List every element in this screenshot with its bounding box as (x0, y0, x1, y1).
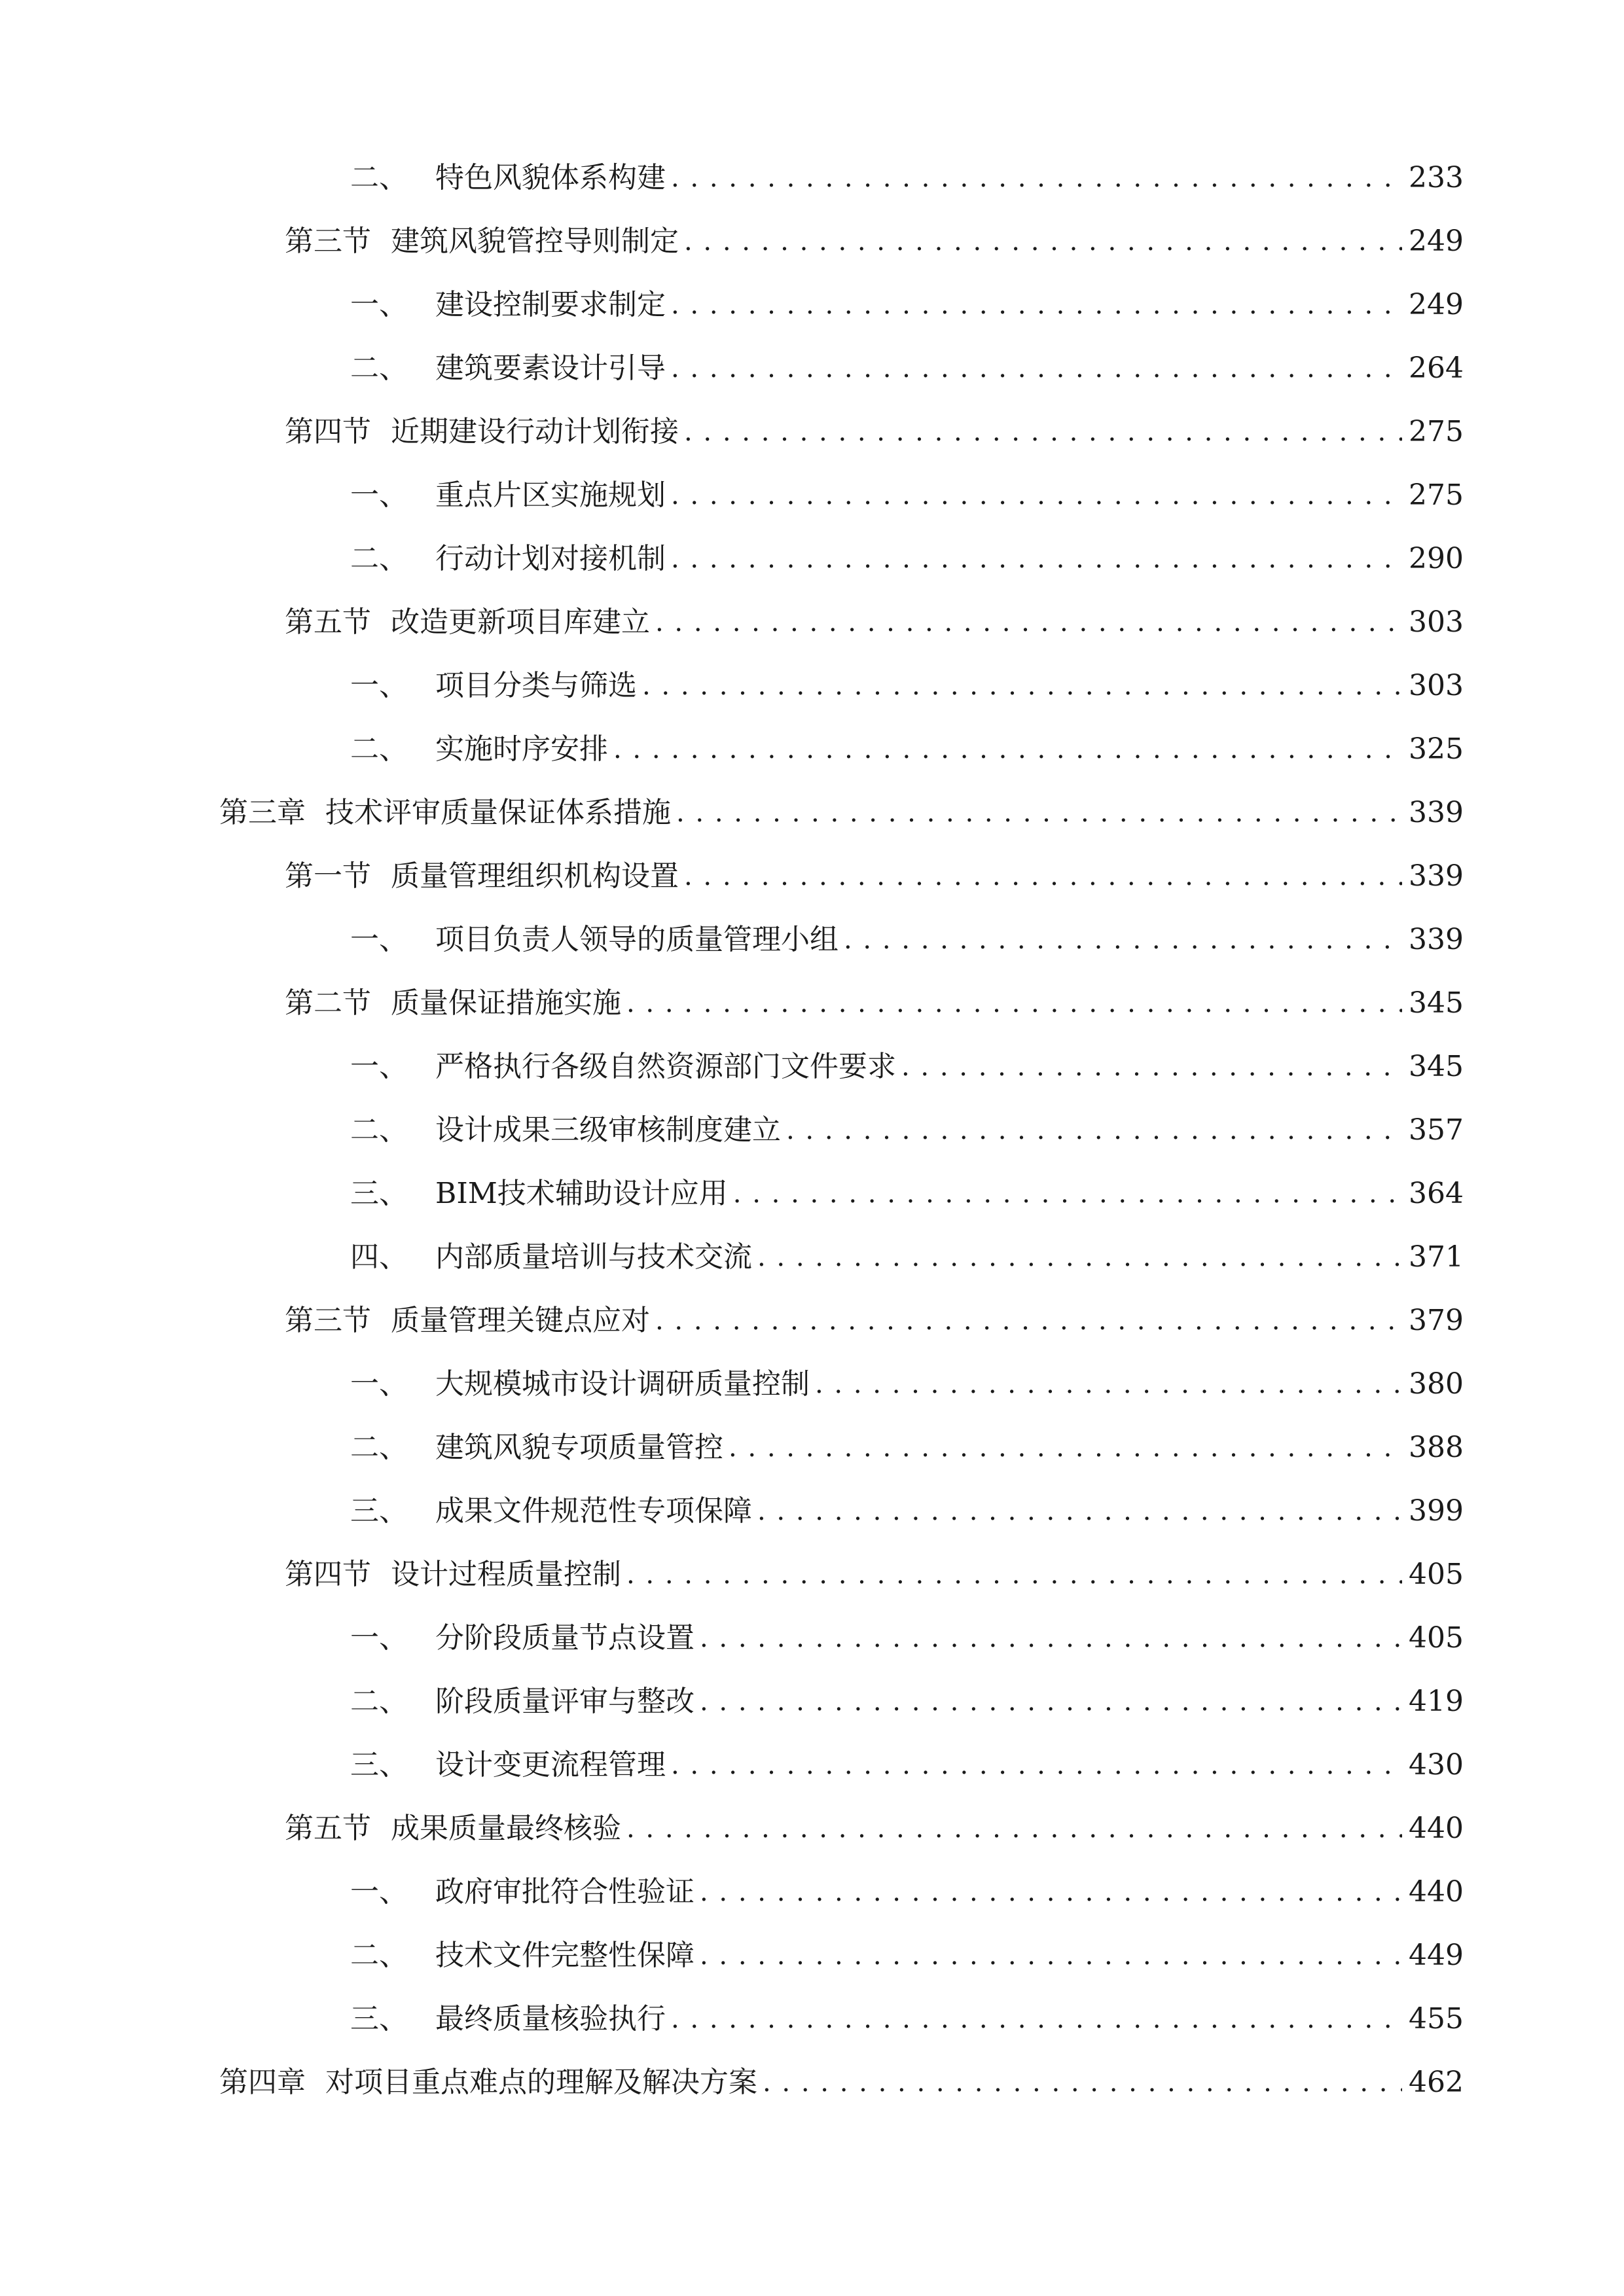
dot-leader (671, 2000, 1402, 2039)
toc-page-number: 405 (1409, 1558, 1464, 1591)
toc-title: 建筑风貌管控导则制定 (391, 224, 679, 258)
toc-page-number: 339 (1409, 796, 1464, 829)
toc-page-number: 325 (1409, 732, 1464, 766)
toc-page-number: 357 (1409, 1113, 1464, 1147)
toc-title: 建筑要素设计引导 (435, 351, 666, 385)
dot-leader (700, 1936, 1402, 1975)
toc-entry[interactable] (219, 785, 1464, 833)
toc-title: 建筑风貌专项质量管控 (435, 1431, 723, 1464)
toc-entry[interactable] (285, 404, 1464, 452)
dot-leader (700, 1682, 1402, 1721)
toc-page-number: 371 (1409, 1240, 1464, 1274)
dot-leader (844, 920, 1402, 960)
dot-leader (700, 1619, 1402, 1658)
toc-number: 一、 (350, 923, 408, 956)
toc-number: 四、 (350, 1240, 408, 1274)
toc-number: 二、 (350, 1431, 408, 1464)
toc-entry[interactable] (350, 278, 1464, 325)
toc-entry[interactable] (285, 1801, 1464, 1848)
dot-leader (815, 1365, 1402, 1404)
dot-leader (671, 349, 1402, 388)
dot-leader (671, 158, 1402, 198)
dot-leader (655, 603, 1402, 642)
dot-leader (757, 1238, 1402, 1277)
toc-entry[interactable] (350, 1674, 1464, 1721)
toc-number: 二、 (350, 542, 408, 575)
toc-title: 严格执行各级自然资源部门文件要求 (435, 1050, 896, 1083)
dot-leader (684, 222, 1402, 261)
toc-entry[interactable] (350, 722, 1464, 769)
toc-page-number: 388 (1409, 1431, 1464, 1464)
toc-entry[interactable] (350, 1230, 1464, 1277)
toc-title: 成果文件规范性专项保障 (435, 1494, 752, 1528)
toc-entry[interactable] (350, 1420, 1464, 1467)
toc-number: 一、 (350, 1367, 408, 1401)
toc-title: 质量保证措施实施 (391, 986, 621, 1020)
dot-leader (655, 1301, 1402, 1340)
toc-number: 第三节 (285, 224, 371, 258)
toc-entry[interactable] (350, 1992, 1464, 2039)
toc-title: 技术文件完整性保障 (435, 1939, 695, 1972)
toc-number: 一、 (350, 1875, 408, 1909)
toc-entry[interactable] (285, 214, 1464, 261)
toc-title: 阶段质量评审与整改 (435, 1685, 695, 1718)
toc-page-number: 440 (1409, 1812, 1464, 1845)
toc-page-number: 249 (1409, 288, 1464, 321)
toc-title: 设计成果三级审核制度建立 (435, 1113, 781, 1147)
toc-number: 第三节 (285, 1304, 371, 1337)
toc-number: 一、 (350, 1050, 408, 1083)
toc-number: 第一节 (285, 859, 371, 893)
toc-title: 项目分类与筛选 (435, 669, 637, 702)
toc-number: 一、 (350, 288, 408, 321)
toc-title: 质量管理组织机构设置 (391, 859, 679, 893)
toc-page-number: 399 (1409, 1494, 1464, 1528)
dot-leader (763, 2063, 1402, 2102)
dot-leader (729, 1428, 1402, 1467)
toc-number: 第五节 (285, 1812, 371, 1845)
dot-leader (671, 539, 1402, 579)
toc-page-number: 419 (1409, 1685, 1464, 1718)
toc-entry[interactable] (350, 1484, 1464, 1531)
toc-title: 特色风貌体系构建 (435, 161, 666, 194)
toc-entry[interactable] (350, 1928, 1464, 1975)
toc-number: 二、 (350, 1939, 408, 1972)
toc-entry[interactable] (350, 151, 1464, 198)
toc-number: 三、 (350, 1494, 408, 1528)
toc-page-number: 290 (1409, 542, 1464, 575)
toc-number: 二、 (350, 732, 408, 766)
toc-entry[interactable] (350, 1166, 1464, 1213)
toc-number: 一、 (350, 478, 408, 512)
toc-title: 内部质量培训与技术交流 (435, 1240, 752, 1274)
dot-leader (757, 1492, 1402, 1531)
toc-page-number: 379 (1409, 1304, 1464, 1337)
toc-page-number: 339 (1409, 923, 1464, 956)
toc-number: 第四节 (285, 1558, 371, 1591)
toc-number: 二、 (350, 351, 408, 385)
toc-page-number: 339 (1409, 859, 1464, 893)
toc-number: 一、 (350, 669, 408, 702)
dot-leader (671, 285, 1402, 325)
toc-entry[interactable] (350, 1039, 1464, 1086)
toc-title: 成果质量最终核验 (391, 1812, 621, 1845)
toc-page-number: 449 (1409, 1939, 1464, 1972)
toc-number: 一、 (350, 1621, 408, 1655)
toc-entry[interactable] (285, 1547, 1464, 1594)
toc-title: 技术评审质量保证体系措施 (325, 796, 671, 829)
toc-title: 项目负责人领导的质量管理小组 (435, 923, 839, 956)
toc-entry[interactable] (350, 1103, 1464, 1150)
toc-title: 最终质量核验执行 (435, 2002, 666, 2036)
toc-number: 第五节 (285, 605, 371, 639)
dot-leader (901, 1047, 1402, 1086)
dot-leader (676, 793, 1402, 833)
toc-title: 对项目重点难点的理解及解决方案 (325, 2066, 757, 2099)
toc-number: 第四章 (219, 2066, 306, 2099)
toc-number: 二、 (350, 1113, 408, 1147)
toc-title: 行动计划对接机制 (435, 542, 666, 575)
toc-entry[interactable] (285, 1293, 1464, 1340)
toc-entry[interactable] (350, 1865, 1464, 1912)
dot-leader (684, 857, 1402, 896)
toc-page-number: 405 (1409, 1621, 1464, 1655)
toc-entry[interactable] (219, 2055, 1464, 2102)
dot-leader (700, 1873, 1402, 1912)
toc-number: 三、 (350, 2002, 408, 2036)
toc-page-number: 264 (1409, 351, 1464, 385)
toc-page-number: 345 (1409, 986, 1464, 1020)
toc-title: 改造更新项目库建立 (391, 605, 650, 639)
toc-title: 分阶段质量节点设置 (435, 1621, 695, 1655)
toc-title: 近期建设行动计划衔接 (391, 415, 679, 448)
toc-entry[interactable] (350, 912, 1464, 960)
toc-page-number: 275 (1409, 415, 1464, 448)
toc-page-number: 249 (1409, 224, 1464, 258)
toc-number: 三、 (350, 1177, 408, 1210)
toc-title: 重点片区实施规划 (435, 478, 666, 512)
toc-page-number: 462 (1409, 2066, 1464, 2099)
dot-leader (671, 476, 1402, 515)
toc-page-number: 430 (1409, 1748, 1464, 1782)
dot-leader (671, 1746, 1402, 1785)
toc-entry[interactable] (350, 531, 1464, 579)
toc-title: 大规模城市设计调研质量控制 (435, 1367, 810, 1401)
toc-number: 三、 (350, 1748, 408, 1782)
toc-page-number: 303 (1409, 605, 1464, 639)
toc-entry[interactable] (350, 658, 1464, 706)
toc-title: BIM技术辅助设计应用 (435, 1177, 728, 1210)
toc-title: 建设控制要求制定 (435, 288, 666, 321)
toc-title: 设计变更流程管理 (435, 1748, 666, 1782)
toc-page-number: 303 (1409, 669, 1464, 702)
toc-entry[interactable] (350, 468, 1464, 515)
toc-entry[interactable] (350, 1611, 1464, 1658)
toc-title: 质量管理关键点应对 (391, 1304, 650, 1337)
toc-number: 二、 (350, 1685, 408, 1718)
toc-number: 二、 (350, 161, 408, 194)
dot-leader (613, 730, 1402, 769)
toc-entry[interactable] (285, 976, 1464, 1023)
dot-leader (626, 1555, 1402, 1594)
dot-leader (684, 412, 1402, 452)
toc-page-number: 345 (1409, 1050, 1464, 1083)
toc-page-number: 455 (1409, 2002, 1464, 2036)
toc-number: 第二节 (285, 986, 371, 1020)
toc-entry[interactable] (285, 595, 1464, 642)
toc-number: 第四节 (285, 415, 371, 448)
toc-entry[interactable] (350, 1357, 1464, 1404)
toc-entry[interactable] (350, 341, 1464, 388)
toc-page-number: 275 (1409, 478, 1464, 512)
toc-title: 实施时序安排 (435, 732, 608, 766)
dot-leader (626, 984, 1402, 1023)
dot-leader (733, 1174, 1402, 1213)
toc-entry[interactable] (285, 849, 1464, 896)
toc-title: 政府审批符合性验证 (435, 1875, 695, 1909)
toc-page-number: 233 (1409, 161, 1464, 194)
dot-leader (626, 1809, 1402, 1848)
dot-leader (642, 666, 1402, 706)
toc-title: 设计过程质量控制 (391, 1558, 621, 1591)
toc-page-number: 440 (1409, 1875, 1464, 1909)
toc-entry[interactable] (350, 1738, 1464, 1785)
toc-number: 第三章 (219, 796, 306, 829)
toc-page-number: 380 (1409, 1367, 1464, 1401)
toc-page-number: 364 (1409, 1177, 1464, 1210)
dot-leader (786, 1111, 1402, 1150)
